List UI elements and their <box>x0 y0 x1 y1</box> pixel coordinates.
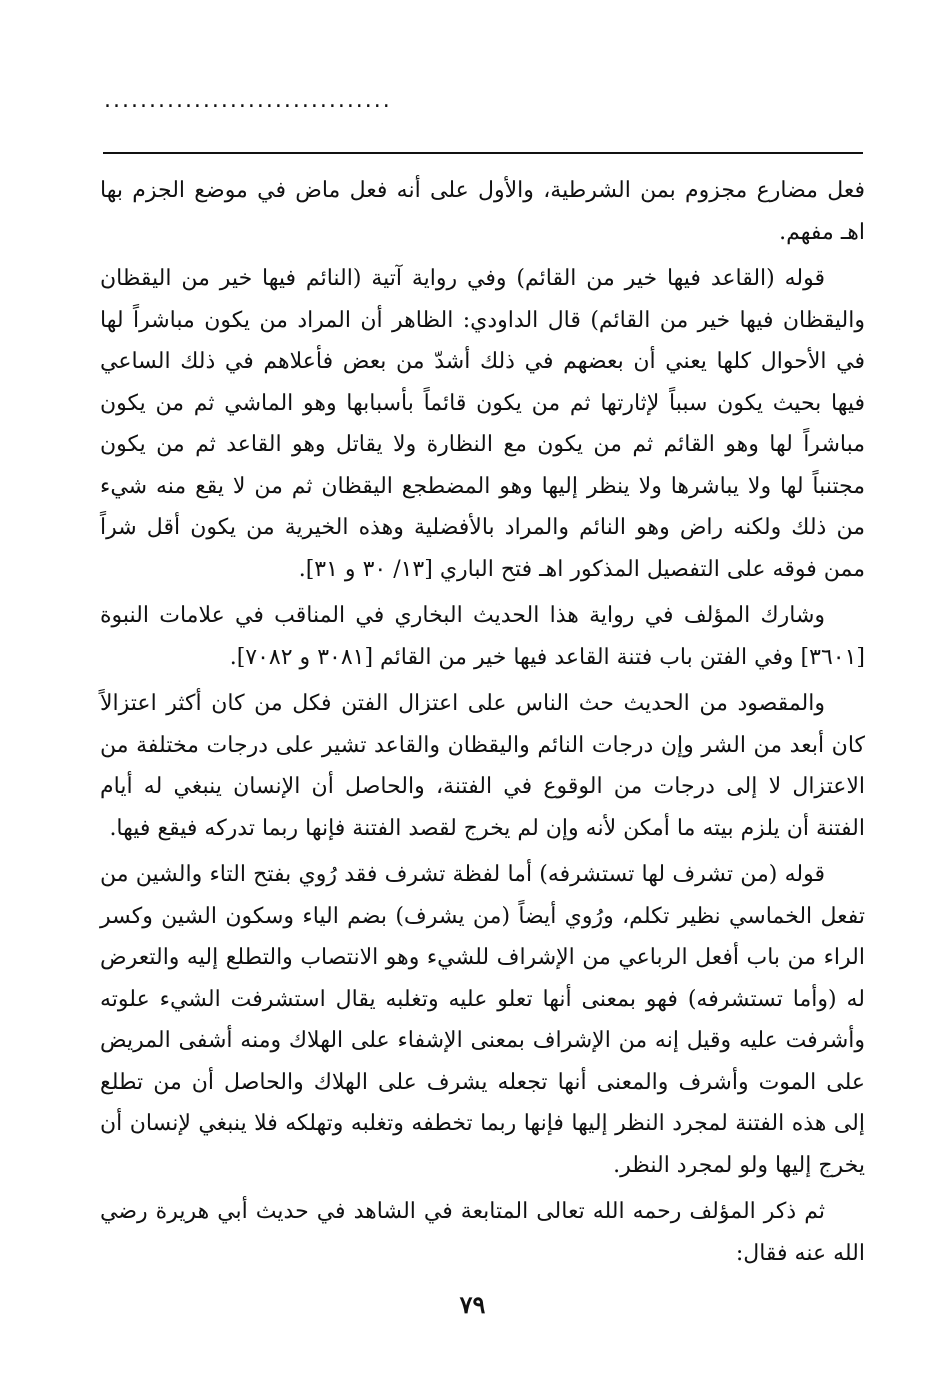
paragraph-2: قوله (القاعد فيها خير من القائم) وفي رواية آتية (النائم فيها خير من اليقظان واليقظان فيها خير من القائم) قال الداودي: الظاهر أن المراد من يكون مباشراً لها في الأحوال كلها يعني أن بعضهم في ذلك أشدّ من بعض فأعلاهم في ذلك الساعي فيها بحيث يكون سبباً لإثارتها ثم من يكون قائماً بأسبابها وهو الماشي ثم من يكون مباشراً لها وهو القائم ثم من يكون مع النظارة ولا يقاتل وهو القاعد ثم من يكون مجتنباً لها ولا يباشرها ولا ينظر إليها وهو المضطجع اليقظان ثم من لا يقع منه شيء من ذلك ولكنه راض وهو النائم والمراد بالأفضلية وهذه الخيرية من يكون أقل شراً ممن فوقه على التفصيل المذكور اهـ فتح الباري [١٣/ ٣٠ و ٣١]. <box>100 266 865 582</box>
horizontal-rule <box>103 152 863 154</box>
paragraph-1: فعل مضارع مجزوم بمن الشرطية، والأول على أنه فعل ماض في موضع الجزم بها اهـ مفهم. <box>100 178 866 245</box>
paragraph-4: والمقصود من الحديث حث الناس على اعتزال الفتن فكل من كان أكثر اعتزالاً كان أبعد من الشر وإن درجات النائم واليقظان والقاعد تشير على درجات مختلفة من الاعتزال لا إلى درجات من الوقوع في الفتنة، والحاصل أن الإنسان ينبغي له أيام الفتنة أن يلزم بيته ما أمكن لأنه وإن لم يخرج لقصد الفتنة فإنها ربما تدركه فيقع فيها. <box>100 691 865 841</box>
paragraph-6: ثم ذكر المؤلف رحمه الله تعالى المتابعة في الشاهد في حديث أبي هريرة رضي الله عنه فقال: <box>100 1199 865 1266</box>
dotted-separator: ................................ <box>104 88 392 113</box>
page-number: ٧٩ <box>459 1290 486 1319</box>
paragraph-5: قوله (من تشرف لها تستشرفه) أما لفظة تشرف فقد رُوي بفتح التاء والشين من تفعل الخماسي نظير تكلم، ورُوي أيضاً (من يشرف) بضم الياء وسكون الشين وكسر الراء من باب أفعل الرباعي من الإشراف للشيء وهو الانتصاب والتطلع إليه والتعرض له (وأما تستشرفه) فهو بمعنى أنها تعلو عليه وتغلبه يقال استشرفت الشيء علوته وأشرفت عليه وقيل إنه من الإشراف بمعنى الإشفاء على الهلاك ومنه أشفى المريض على الموت وأشرف والمعنى أنها تجعله يشرف على الهلاك والحاصل أن من تطلع إلى هذه الفتنة لمجرد النظر إليها فإنها ربما تخطفه وتغلبه وتهلكه فلا ينبغي لإنسان أن يخرج إليها ولو لمجرد النظر. <box>100 862 865 1178</box>
paragraph-3: وشارك المؤلف في رواية هذا الحديث البخاري في المناقب في علامات النبوة [٣٦٠١] وفي الفتن باب فتنة القاعد فيها خير من القائم [٣٠٨١ و ٧٠٨٢]. <box>100 603 865 670</box>
body-text <box>100 170 865 1279</box>
